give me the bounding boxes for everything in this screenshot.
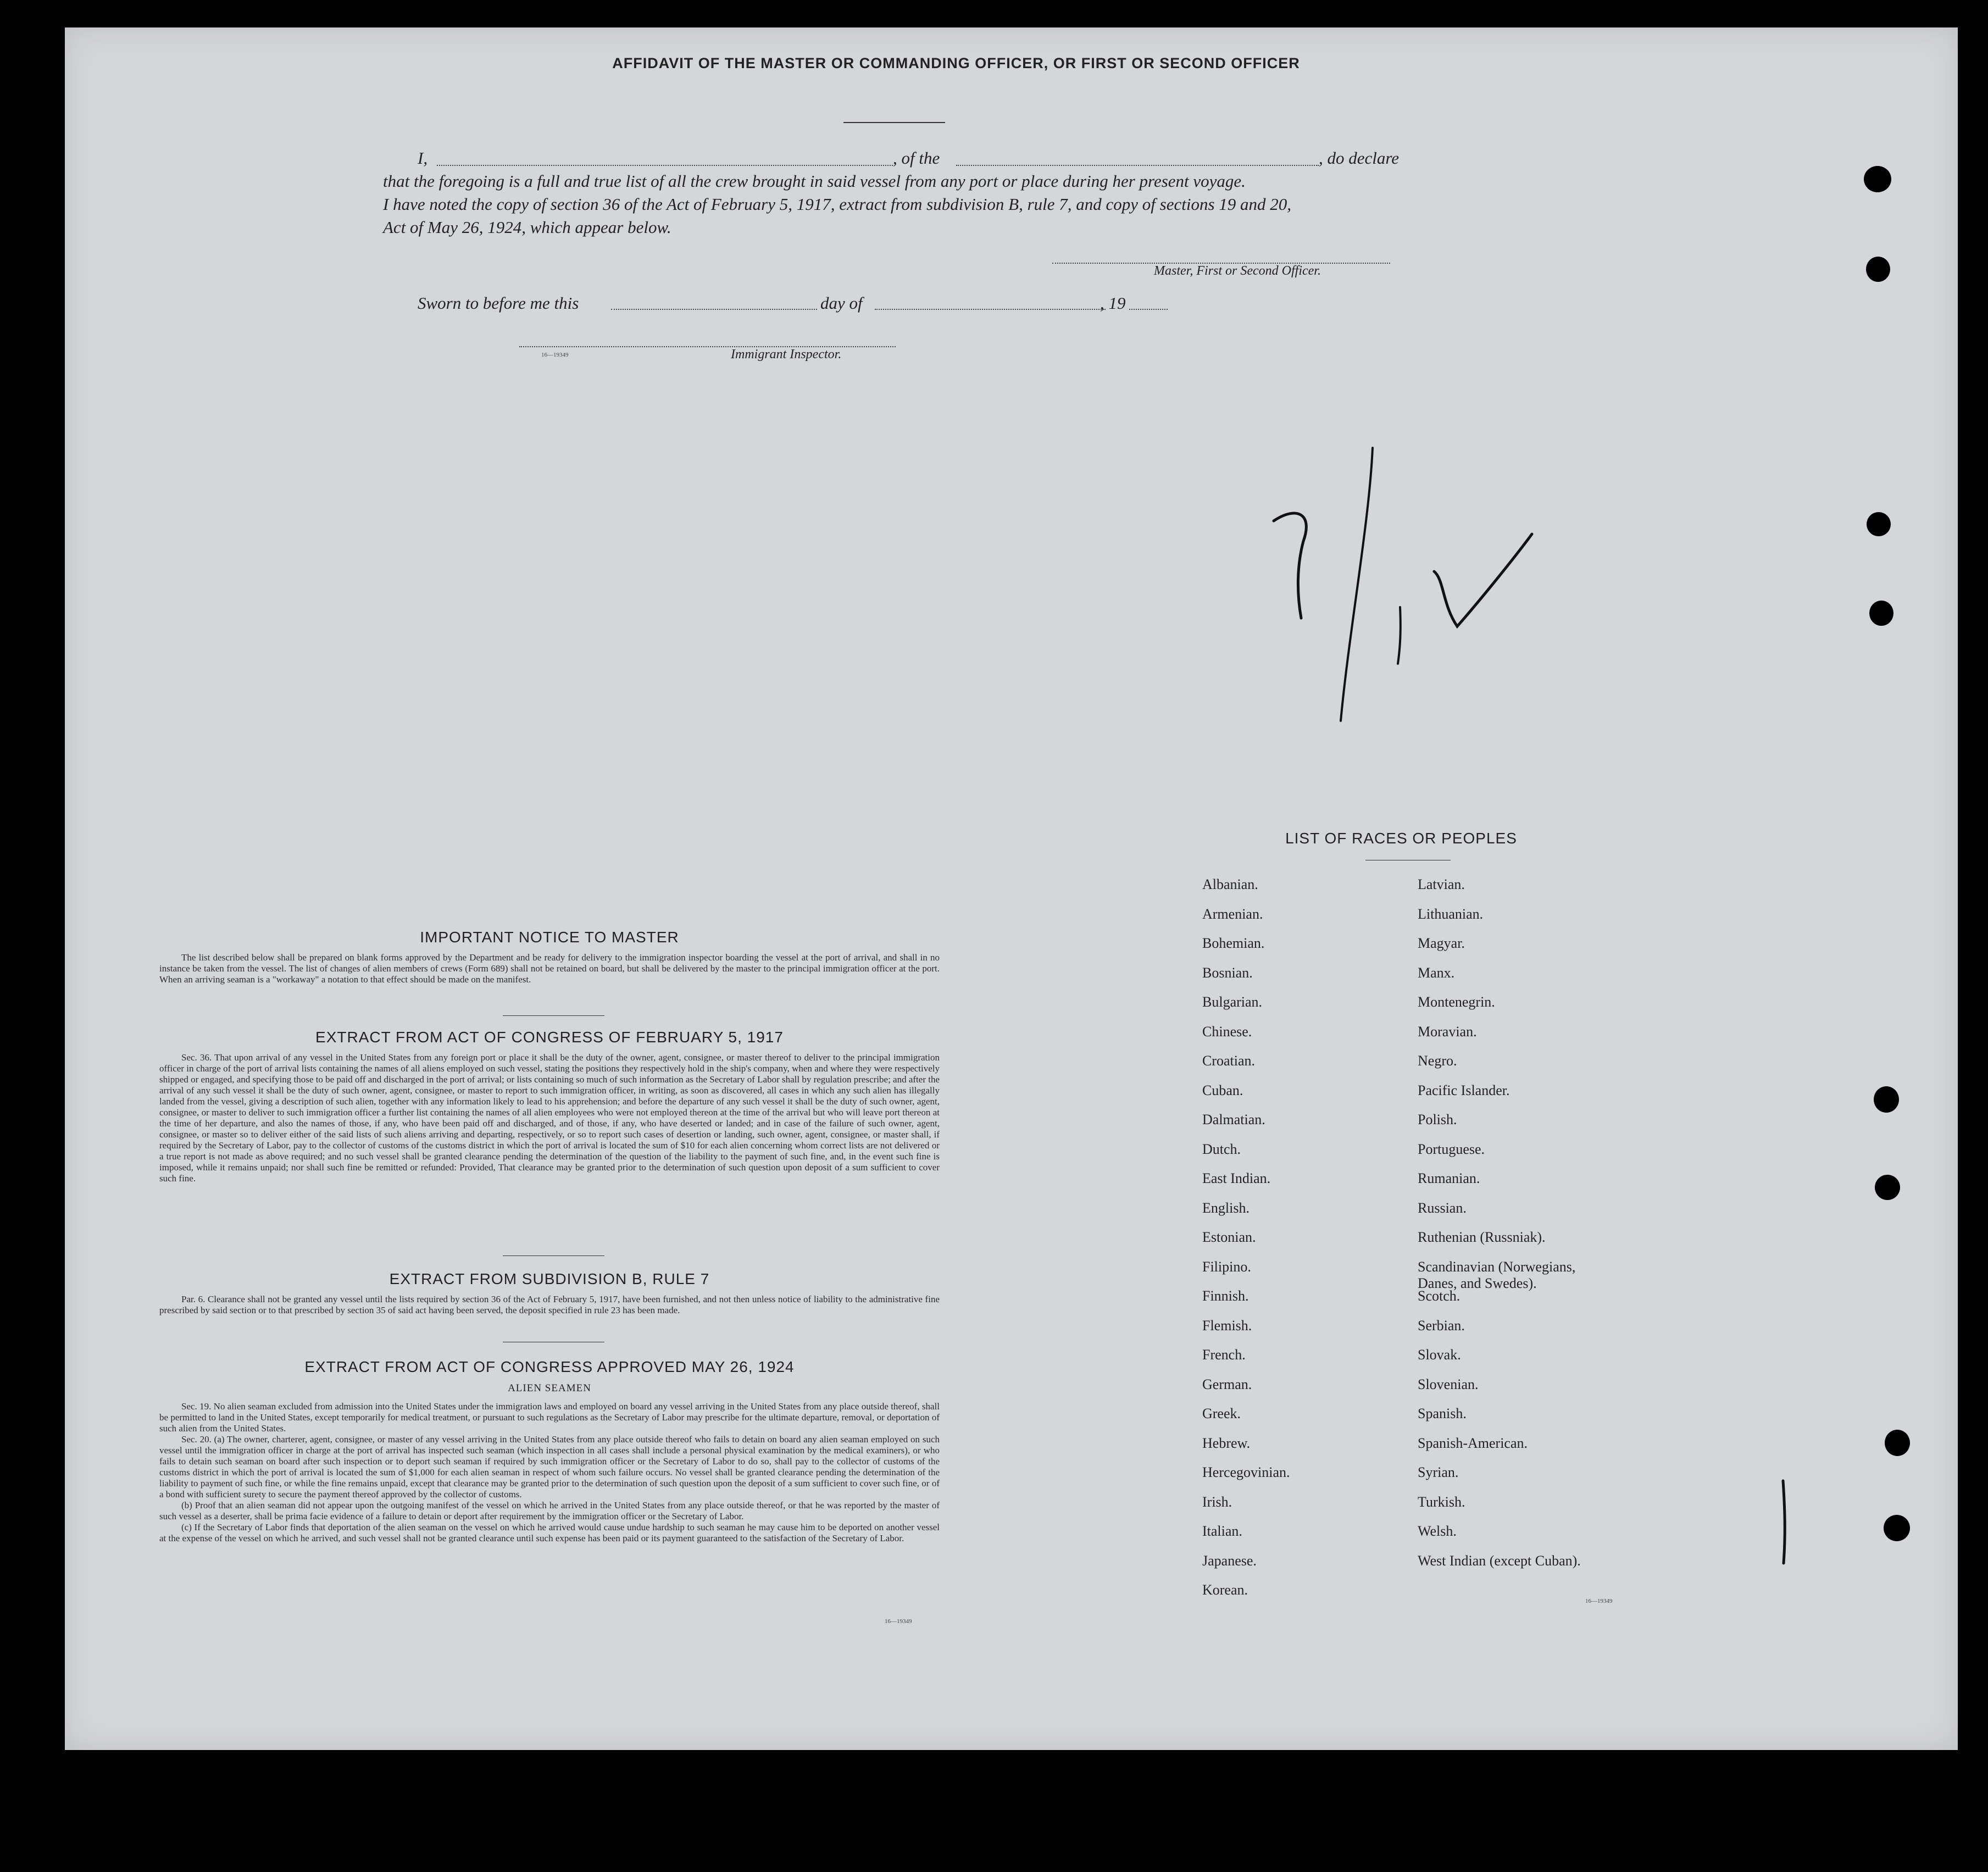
punch-hole xyxy=(1874,1086,1899,1113)
extract-rule7-paragraph: Par. 6. Clearance shall not be granted any vessel until the lists required by section 36 of the Act of February 5, 1917, have been furnished, and not then unless notice of liability to the administrative fine prescribed by said section or to that prescribed by section 35 of said act having been served, the deposit specified in rule 23 has been made. xyxy=(159,1294,940,1315)
race-item: Portuguese. xyxy=(1418,1141,1485,1157)
races-form-number: 16—19349 xyxy=(1585,1598,1613,1604)
affidavit-line-4: Act of May 26, 1924, which appear below. xyxy=(383,218,671,237)
sworn-day-of: day of xyxy=(820,293,863,313)
master-signature-label: Master, First or Second Officer. xyxy=(1154,264,1321,278)
race-item: Turkish. xyxy=(1418,1493,1465,1510)
extract-form-number: 16—19349 xyxy=(885,1618,912,1625)
extract-1917-paragraph: Sec. 36. That upon arrival of any vessel in the United States from any foreign port or place it shall be the duty of the owner, agent, consignee, or master thereof to deliver to the principal immigration officer in charge of the port of arrival lists containing the names of all aliens employed on such vessel, stating the positions they respectively hold in the ship's company, when and where they were respectively shipped or engaged, and specifying those to be paid off and discharged in the port of arrival; or lists containing so much of such information as the Secretary of Labor shall by regulation prescribe; and after the arrival of any such vessel it shall be the duty of such owner, agent, consignee, or master to report to such immigration officer, in writing, as soon as discovered, all cases in which any such alien has illegally landed from the vessel, giving a description of such alien, together with any information likely to lead to his apprehension; and before the departure of any such vessel it shall be the duty of such owner, agent, consignee, or master to deliver to such immigration officer a further list containing the names of all alien employees who were not employed thereon at the time of the arrival but who will leave port thereon at the time of her departure, and also the names of those, if any, who have been paid off and discharged, and of those, if any, who have deserted or landed; and in case of the failure of such owner, agent, consignee, or master so to deliver either of the said lists of such aliens arriving and departing, respectively, or so to report such cases of desertion or landing, such owner, agent, consignee, or master shall, if required by the Secretary of Labor, pay to the collector of customs of the customs district in which the port of arrival is located the sum of $10 for each alien concerning whom correct lists are not delivered or a true report is not made as above required; and no such vessel shall be granted clearance pending the determination of the question of the liability to the payment of such fine, and, in the event such fine is imposed, while it remains unpaid; nor shall such fine be remitted or refunded: Provided, That clearance may be granted prior to the determination of such question upon deposit of a sum sufficient to cover such fine. xyxy=(159,1052,940,1184)
race-item: Filipino. xyxy=(1202,1258,1251,1275)
sworn-prefix: Sworn to before me this xyxy=(418,293,579,313)
race-item: English. xyxy=(1202,1199,1250,1216)
race-item: Ruthenian (Russniak). xyxy=(1418,1229,1546,1245)
race-item: German. xyxy=(1202,1376,1252,1392)
race-item: Dalmatian. xyxy=(1202,1112,1265,1127)
extract-1924-title: EXTRACT FROM ACT OF CONGRESS APPROVED MAY 26, 1924 xyxy=(304,1358,795,1375)
extract-1917-text xyxy=(159,1052,940,1184)
race-item: Flemish. xyxy=(1202,1317,1252,1334)
sworn-year: , 19 xyxy=(1100,293,1126,313)
sec-19-paragraph: Sec. 19. No alien seaman excluded from admission into the United States under the immigration laws and employed on board any vessel arriving in the United States from any place outside thereof, shall be permitted to land in the United States, except temporarily for medical treatment, or pursuant to such regulations as the Secretary of Labor may prescribe for the ultimate departure, removal, or deportation of such alien from the United States. xyxy=(159,1401,940,1434)
races-title: LIST OF RACES OR PEOPLES xyxy=(1285,830,1517,847)
punch-hole xyxy=(1885,1430,1910,1456)
race-item: Lithuanian. xyxy=(1418,906,1484,922)
race-item: Pacific Islander. xyxy=(1418,1082,1510,1098)
race-item: Japanese. xyxy=(1202,1552,1257,1569)
sec-20b-paragraph: (b) Proof that an alien seaman did not appear upon the outgoing manifest of the vessel on which he arrived in the United States from any place outside thereof, or that he was reported by the master of such vessel as a deserter, shall be prima facie evidence of a failure to detain or deport after requirement by the immigration officer or the Secretary of Labor. xyxy=(159,1500,940,1521)
extract-1917-title: EXTRACT FROM ACT OF CONGRESS OF FEBRUARY 5, 1917 xyxy=(315,1029,784,1046)
punch-hole xyxy=(1866,257,1890,282)
race-item: Syrian. xyxy=(1418,1464,1459,1480)
affidavit-form-number: 16—19349 xyxy=(541,352,569,358)
race-item: Estonian. xyxy=(1202,1229,1256,1245)
punch-hole xyxy=(1867,512,1891,536)
race-item: Negro. xyxy=(1418,1053,1457,1069)
race-item: Hebrew. xyxy=(1202,1435,1251,1451)
race-item: Croatian. xyxy=(1202,1053,1256,1069)
race-item: Bulgarian. xyxy=(1202,994,1263,1010)
race-item: Spanish. xyxy=(1418,1406,1467,1421)
race-item: Finnish. xyxy=(1202,1288,1249,1304)
notice-title: IMPORTANT NOTICE TO MASTER xyxy=(420,929,679,946)
race-item: Italian. xyxy=(1202,1523,1242,1539)
race-item: Hercegovinian. xyxy=(1202,1464,1290,1480)
punch-hole xyxy=(1864,166,1891,192)
sec-20c-paragraph: (c) If the Secretary of Labor finds that deportation of the alien seaman on the vessel on which he arrived would cause undue hardship to such seaman he may cause him to be deported on another vessel at the expense of the vessel on which he arrived, and such vessel shall not be granted clearance until such expense has been paid or its payment guaranteed to the satisfaction of the Secretary of Labor. xyxy=(159,1522,940,1543)
race-item: Scandinavian (Norwegians, Danes, and Swedes). xyxy=(1418,1258,1576,1291)
punch-hole xyxy=(1884,1515,1910,1541)
punch-hole xyxy=(1869,601,1893,626)
affidavit-i: I, xyxy=(418,148,428,168)
race-item: Chinese. xyxy=(1202,1023,1252,1040)
race-item: West Indian (except Cuban). xyxy=(1418,1552,1581,1569)
race-item: Slovak. xyxy=(1418,1347,1461,1363)
race-item: Manx. xyxy=(1418,964,1455,981)
extract-1924-subtitle: ALIEN SEAMEN xyxy=(508,1382,591,1394)
race-item: Spanish-American. xyxy=(1418,1435,1528,1451)
race-item: Russian. xyxy=(1418,1199,1467,1216)
race-item: Scotch. xyxy=(1418,1288,1461,1304)
extract-rule7-title: EXTRACT FROM SUBDIVISION B, RULE 7 xyxy=(389,1270,710,1287)
race-item: Moravian. xyxy=(1418,1023,1477,1040)
affidavit-title: AFFIDAVIT OF THE MASTER OR COMMANDING OFFICER, OR FIRST OR SECOND OFFICER xyxy=(612,55,1300,71)
race-item: Slovenian. xyxy=(1418,1376,1479,1392)
race-item: Cuban. xyxy=(1202,1082,1243,1098)
inspector-label: Immigrant Inspector. xyxy=(731,347,842,362)
notice-text xyxy=(159,952,940,985)
sec-20a-paragraph: Sec. 20. (a) The owner, charterer, agent, consignee, or master of any vessel arriving in the United States from any place outside thereof who fails to detain on board any alien seaman employed on such vessel until the immigration officer in charge at the port of arrival has inspected such seaman (which inspection in all cases shall include a personal physical examination by the medical examiners), or who fails to detain such seaman on board after such inspection or to deport such seaman if required by such immigration officer or the Secretary of Labor to do so, shall pay to the collector of customs of the customs district in which the port of arrival is located the sum of $1,000 for each alien seaman in respect of whom such failure occurs. No vessel shall be granted clearance pending the determination of the liability to payment of such fine, or while the fine remains unpaid, except that clearance may be granted prior to the determination of such question upon the deposit of a sum sufficient to cover such fine, or of a bond with sufficient surety to secure the payment thereof approved by the collector of customs. xyxy=(159,1434,940,1499)
notice-paragraph: The list described below shall be prepared on blank forms approved by the Department and be ready for delivery to the immigration inspector boarding the vessel at the port of arrival, and shall in no instance be taken from the vessel. The list of changes of alien members of crews (Form 689) shall not be retained on board, but shall be delivered by the master to the principal immigration officer at the port. When an arriving seaman is a "workaway" a notation to that effect should be made on the manifest. xyxy=(159,952,940,985)
race-item: Magyar. xyxy=(1418,935,1465,951)
extract-1924-text xyxy=(159,1401,940,1544)
race-item: Welsh. xyxy=(1418,1523,1457,1539)
race-item: French. xyxy=(1202,1347,1246,1363)
race-item: East Indian. xyxy=(1202,1170,1271,1186)
affidavit-line-2: that the foregoing is a full and true list of all the crew brought in said vessel from any port or place during her present voyage. xyxy=(383,171,1246,191)
extract-rule7-text xyxy=(159,1294,940,1316)
race-item: Polish. xyxy=(1418,1112,1457,1127)
race-item: Greek. xyxy=(1202,1406,1241,1421)
race-item: Armenian. xyxy=(1202,906,1263,922)
affidavit-line-3: I have noted the copy of section 36 of the Act of February 5, 1917, extract from subdivision B, rule 7, and copy of sections 19 and 20, xyxy=(383,195,1292,214)
race-item: Bosnian. xyxy=(1202,964,1253,981)
race-item: Irish. xyxy=(1202,1493,1232,1510)
race-item: Serbian. xyxy=(1418,1317,1465,1334)
race-item: Montenegrin. xyxy=(1418,994,1495,1010)
divider xyxy=(503,1015,604,1016)
race-item: Albanian. xyxy=(1202,876,1258,892)
punch-hole xyxy=(1875,1175,1900,1200)
affidavit-do-declare: , do declare xyxy=(1319,148,1400,168)
race-item: Rumanian. xyxy=(1418,1170,1480,1186)
race-item: Korean. xyxy=(1202,1582,1248,1598)
race-item: Bohemian. xyxy=(1202,935,1265,951)
race-item: Latvian. xyxy=(1418,876,1465,892)
affidavit-of-the: , of the xyxy=(893,148,940,168)
race-item: Dutch. xyxy=(1202,1141,1241,1157)
